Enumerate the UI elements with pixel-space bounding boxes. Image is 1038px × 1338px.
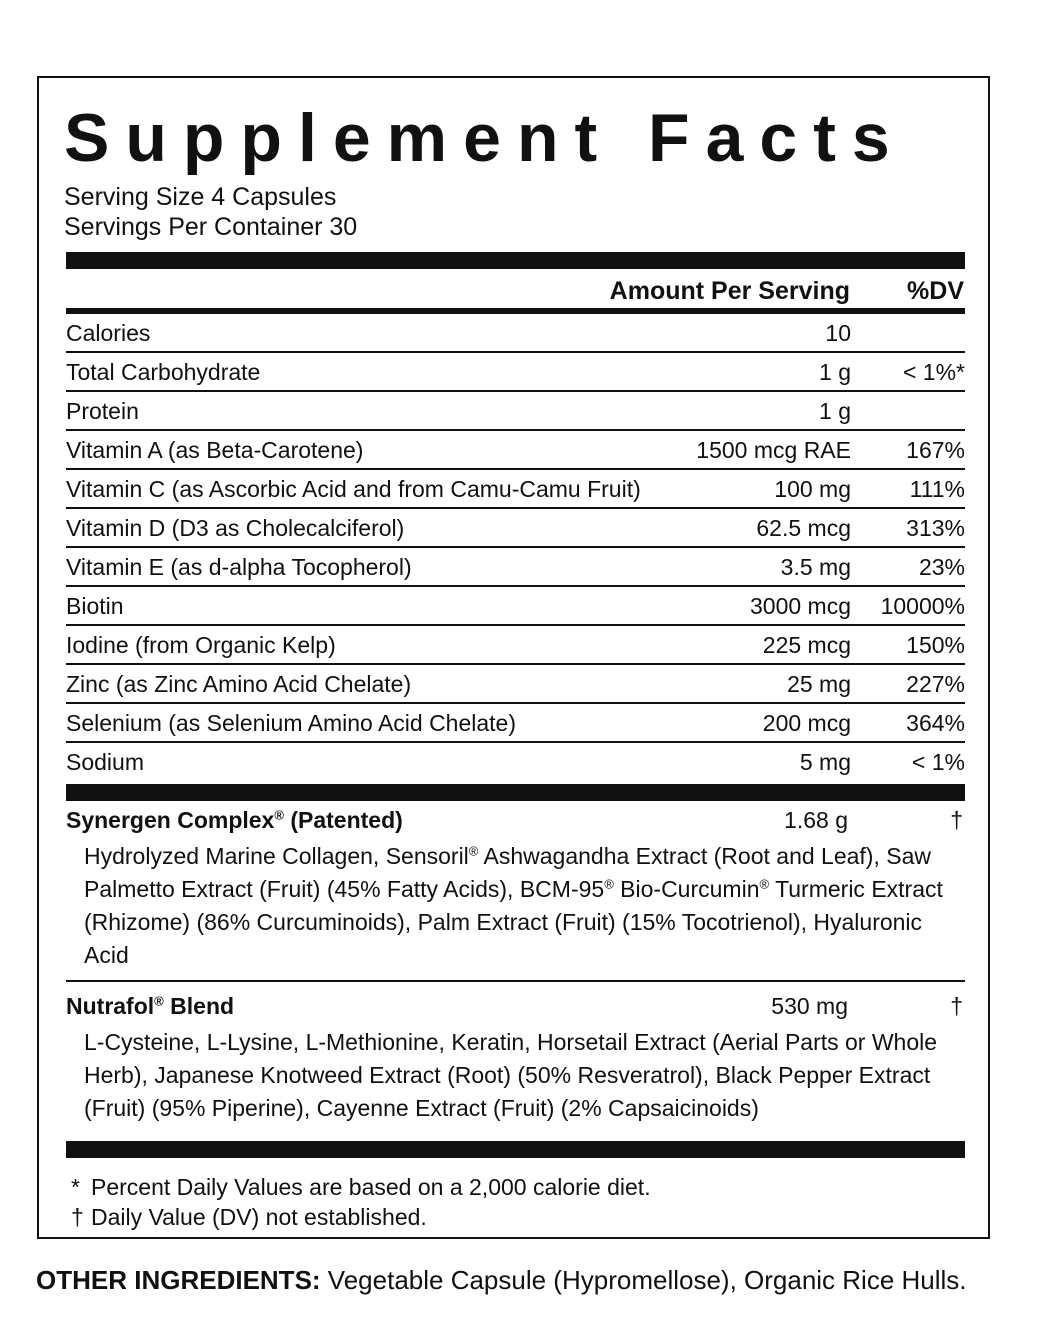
nutrient-name: Vitamin C (as Ascorbic Acid and from Camu-Camu Fruit)	[66, 476, 641, 502]
nutrient-dv: 167%	[906, 437, 965, 463]
other-ingredients: OTHER INGREDIENTS: Vegetable Capsule (Hypromellose), Organic Rice Hulls.	[36, 1265, 967, 1295]
nutrient-row	[66, 392, 965, 431]
panel-title: Supplement Facts	[64, 100, 906, 176]
nutrient-amount: 1 g	[819, 359, 851, 385]
nutrient-dv: 227%	[906, 671, 965, 697]
blend-divider	[66, 980, 965, 982]
nutrient-amount: 1500 mcg RAE	[696, 437, 851, 463]
nutrient-name: Biotin	[66, 593, 124, 619]
blend-amount: 1.68 g	[784, 807, 848, 833]
blend-dv: †	[950, 807, 963, 833]
blend-name: Nutrafol® Blend	[66, 993, 235, 1019]
nutrient-name: Calories	[66, 320, 151, 346]
supplement-facts-panel	[37, 76, 990, 1239]
footnote: † Daily Value (DV) not established.	[71, 1204, 427, 1230]
thick-divider	[66, 252, 965, 269]
nutrient-dv: 313%	[906, 515, 965, 541]
blend-dv: †	[950, 993, 963, 1019]
nutrient-dv: 23%	[918, 554, 965, 580]
blend-name: Synergen Complex® (Patented)	[66, 807, 403, 833]
nutrient-amount: 1 g	[819, 398, 851, 424]
blend-description: L-Cysteine, L-Lysine, L-Methionine, Keratin, Horsetail Extract (Aerial Parts or Whole Herb), Japanese Knotweed Extract (Root) (50% Resveratrol), Black Pepper Extract (Fruit) (95% Piperine), Cayenne Extract (Fruit) (2% Capsaicinoids)	[84, 1029, 938, 1121]
nutrient-name: Vitamin E (as d-alpha Tocopherol)	[66, 554, 412, 580]
nutrient-name: Selenium (as Selenium Amino Acid Chelate)	[66, 710, 517, 736]
nutrient-dv: 10000%	[880, 593, 965, 619]
nutrient-row	[66, 587, 965, 626]
nutrient-row	[66, 626, 965, 665]
blend-description: Hydrolyzed Marine Collagen, Sensoril® Ashwagandha Extract (Root and Leaf), Saw Palmetto Extract (Fruit) (45% Fatty Acids), BCM-95® Bio-Curcumin® Turmeric Extract (Rhizome) (86% Curcuminoids), Palm Extract (Fruit) (15% Tocotrienol), Hyaluronic Acid	[84, 843, 943, 968]
nutrient-amount: 100 mg	[774, 476, 851, 502]
nutrient-dv: 364%	[906, 710, 965, 736]
dv-header: %DV	[907, 277, 964, 305]
nutrient-amount: 5 mg	[799, 749, 851, 775]
nutrient-amount: 225 mcg	[762, 632, 851, 658]
nutrient-amount: 10	[825, 320, 851, 346]
nutrient-name: Vitamin D (D3 as Cholecalciferol)	[66, 515, 405, 541]
nutrient-amount: 200 mcg	[762, 710, 851, 736]
amount-header: Amount Per Serving	[609, 277, 850, 305]
nutrient-dv: < 1%	[911, 749, 965, 775]
thick-divider	[66, 1141, 965, 1158]
nutrient-amount: 25 mg	[787, 671, 851, 697]
nutrient-dv: 111%	[909, 476, 965, 502]
nutrient-row	[66, 509, 965, 548]
nutrient-name: Total Carbohydrate	[66, 359, 261, 385]
nutrient-row	[66, 470, 965, 509]
nutrient-row	[66, 548, 965, 587]
nutrient-row	[66, 665, 965, 704]
nutrient-amount: 3.5 mg	[780, 554, 851, 580]
nutrient-row	[66, 314, 965, 353]
nutrient-dv: 150%	[906, 632, 965, 658]
nutrient-dv: < 1%*	[902, 359, 965, 385]
serving-size: Serving Size 4 Capsules	[64, 183, 337, 211]
thick-divider	[66, 784, 965, 801]
nutrient-name: Protein	[66, 398, 139, 424]
nutrient-name: Iodine (from Organic Kelp)	[66, 632, 336, 658]
nutrient-amount: 62.5 mcg	[756, 515, 851, 541]
nutrient-row	[66, 704, 965, 743]
nutrient-name: Zinc (as Zinc Amino Acid Chelate)	[66, 671, 412, 697]
nutrient-name: Sodium	[66, 749, 144, 775]
nutrient-row	[66, 743, 965, 782]
servings-per-container: Servings Per Container 30	[64, 213, 358, 241]
nutrient-amount: 3000 mcg	[749, 593, 851, 619]
nutrient-row	[66, 431, 965, 470]
footnote: * Percent Daily Values are based on a 2,000 calorie diet.	[71, 1174, 651, 1200]
blend-amount: 530 mg	[771, 993, 848, 1019]
nutrient-name: Vitamin A (as Beta-Carotene)	[66, 437, 364, 463]
nutrient-row	[66, 353, 965, 392]
